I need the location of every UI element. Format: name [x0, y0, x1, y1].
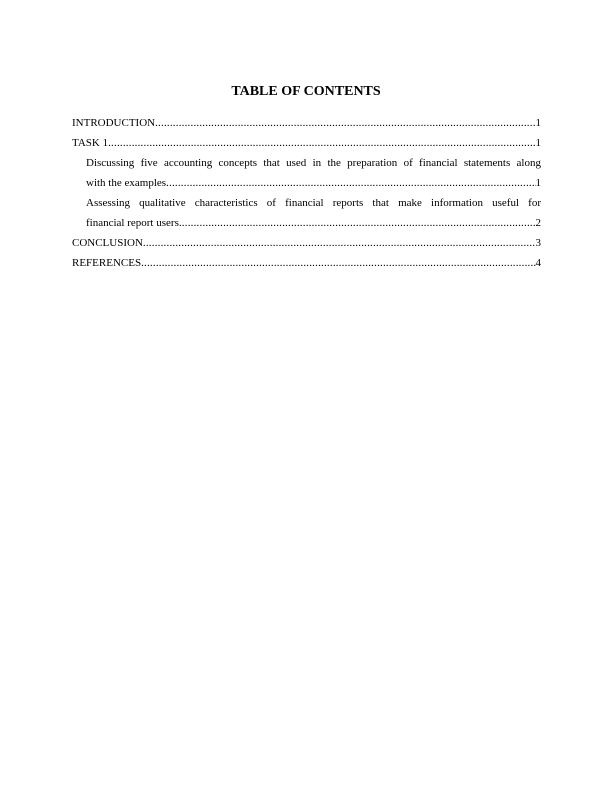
toc-entry-page: 1: [535, 137, 541, 149]
toc-leader-dots: [179, 213, 536, 233]
toc-entry-accounting-concepts[interactable]: [72, 173, 541, 193]
toc-entry-page: 3: [535, 237, 541, 249]
toc-entry-page: 2: [535, 217, 541, 229]
toc-entry-introduction[interactable]: [72, 113, 541, 133]
toc-entry-label: REFERENCES: [72, 257, 142, 269]
toc-entry-conclusion[interactable]: [72, 233, 541, 253]
toc-entry-references[interactable]: [72, 253, 541, 273]
toc-list: [72, 113, 541, 273]
toc-leader-dots: [143, 233, 536, 253]
toc-leader-dots: [155, 113, 535, 133]
toc-entry-label: financial report users: [86, 217, 179, 229]
toc-entry-page: 1: [535, 177, 541, 189]
toc-entry-label: with the examples: [86, 177, 167, 189]
toc-title: TABLE OF CONTENTS: [231, 84, 381, 99]
toc-entry-qualitative-characteristics-line1[interactable]: Assessing qualitative characteristics of financial reports that make information useful for: [86, 197, 541, 209]
toc-leader-dots: [166, 173, 535, 193]
toc-entry-accounting-concepts-line1[interactable]: Discussing five accounting concepts that used in the preparation of financial statements along: [86, 157, 541, 169]
toc-entry-label: INTRODUCTION: [72, 117, 156, 129]
toc-entry-page: 4: [535, 257, 541, 269]
toc-leader-dots: [141, 253, 535, 273]
toc-entry-label: CONCLUSION: [72, 237, 143, 249]
toc-entry-qualitative-characteristics[interactable]: [72, 213, 541, 233]
toc-leader-dots: [108, 133, 535, 153]
toc-entry-page: 1: [535, 117, 541, 129]
toc-entry-task-1[interactable]: [72, 133, 541, 153]
toc-entry-label: TASK 1: [72, 137, 109, 149]
